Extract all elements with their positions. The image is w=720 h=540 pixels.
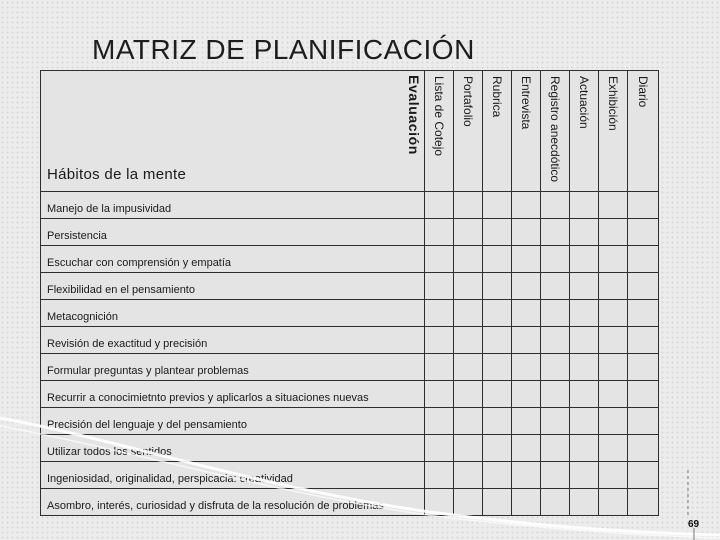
column-header-exhibicion: Exhibición [599, 71, 628, 192]
matrix-cell[interactable] [570, 435, 599, 462]
matrix-cell[interactable] [512, 462, 541, 489]
matrix-cell[interactable] [599, 219, 628, 246]
row-label: Recurrir a conocimietnto previos y aplicarlos a situaciones nuevas [41, 381, 425, 408]
column-header-registro-anecdotico: Registro anecdótico [541, 71, 570, 192]
matrix-cell[interactable] [425, 327, 454, 354]
matrix-cell[interactable] [454, 219, 483, 246]
matrix-cell[interactable] [541, 300, 570, 327]
matrix-cell[interactable] [454, 246, 483, 273]
table-row [41, 219, 659, 246]
header-row [41, 71, 659, 192]
table-row [41, 246, 659, 273]
column-header-portafolio: Portafolio [454, 71, 483, 192]
matrix-cell[interactable] [570, 246, 599, 273]
habits-header: Hábitos de la mente [47, 166, 187, 183]
matrix-cell[interactable] [628, 273, 659, 300]
matrix-cell[interactable] [599, 489, 628, 516]
table-row [41, 300, 659, 327]
table-row [41, 462, 659, 489]
matrix-cell[interactable] [599, 273, 628, 300]
matrix-cell[interactable] [483, 354, 512, 381]
matrix-cell[interactable] [425, 408, 454, 435]
matrix-cell[interactable] [483, 219, 512, 246]
planning-matrix [40, 70, 658, 518]
matrix-cell[interactable] [512, 219, 541, 246]
row-label: Manejo de la impusividad [41, 192, 425, 219]
column-header-lista-de-cotejo: Lista de Cotejo [425, 71, 454, 192]
matrix-cell[interactable] [570, 192, 599, 219]
matrix-cell[interactable] [599, 462, 628, 489]
matrix-cell[interactable] [541, 246, 570, 273]
matrix-cell[interactable] [599, 408, 628, 435]
matrix-cell[interactable] [599, 192, 628, 219]
slide-title: MATRIZ DE PLANIFICACIÓN [92, 34, 475, 65]
matrix-cell[interactable] [570, 219, 599, 246]
row-label: Utilizar todos los sentidos [41, 435, 425, 462]
matrix-cell[interactable] [483, 381, 512, 408]
matrix-cell[interactable] [628, 408, 659, 435]
matrix-cell[interactable] [512, 435, 541, 462]
column-header-rubrica: Rubrica [483, 71, 512, 192]
corner-header [41, 71, 425, 192]
matrix-cell[interactable] [425, 273, 454, 300]
row-label: Asombro, interés, curiosidad y disfruta de la resolución de problemas [41, 489, 425, 516]
matrix-cell[interactable] [454, 192, 483, 219]
column-header-entrevista: Entrevista [512, 71, 541, 192]
table-row [41, 327, 659, 354]
matrix-cell[interactable] [512, 246, 541, 273]
matrix-cell[interactable] [483, 192, 512, 219]
matrix-cell[interactable] [425, 219, 454, 246]
matrix-cell[interactable] [628, 300, 659, 327]
matrix-cell[interactable] [483, 327, 512, 354]
table-row [41, 408, 659, 435]
matrix-cell[interactable] [541, 381, 570, 408]
row-label: Escuchar con comprensión y empatía [41, 246, 425, 273]
matrix-body [41, 192, 659, 516]
row-label: Persistencia [41, 219, 425, 246]
matrix-cell[interactable] [570, 462, 599, 489]
matrix-cell[interactable] [570, 354, 599, 381]
matrix-cell[interactable] [425, 381, 454, 408]
page-number: 69 [688, 519, 700, 530]
matrix-cell[interactable] [628, 354, 659, 381]
matrix-cell[interactable] [425, 462, 454, 489]
matrix-cell[interactable] [570, 381, 599, 408]
matrix-cell[interactable] [425, 192, 454, 219]
matrix-cell[interactable] [454, 462, 483, 489]
matrix-cell[interactable] [541, 354, 570, 381]
matrix-cell[interactable] [628, 489, 659, 516]
matrix-cell[interactable] [454, 381, 483, 408]
row-label: Formular preguntas y plantear problemas [41, 354, 425, 381]
matrix-cell[interactable] [628, 219, 659, 246]
matrix-cell[interactable] [483, 246, 512, 273]
matrix-cell[interactable] [570, 327, 599, 354]
column-header-actuacion: Actuación [570, 71, 599, 192]
row-label: Precisión del lenguaje y del pensamiento [41, 408, 425, 435]
table-row [41, 381, 659, 408]
matrix-cell[interactable] [425, 435, 454, 462]
matrix-cell[interactable] [425, 354, 454, 381]
matrix-cell[interactable] [541, 462, 570, 489]
matrix-cell[interactable] [454, 273, 483, 300]
matrix-cell[interactable] [425, 246, 454, 273]
matrix-cell[interactable] [454, 354, 483, 381]
table-row [41, 192, 659, 219]
matrix-cell[interactable] [541, 327, 570, 354]
matrix-cell[interactable] [628, 192, 659, 219]
matrix-table [40, 70, 659, 516]
matrix-cell[interactable] [599, 354, 628, 381]
matrix-cell[interactable] [628, 246, 659, 273]
matrix-cell[interactable] [512, 300, 541, 327]
matrix-cell[interactable] [541, 219, 570, 246]
matrix-cell[interactable] [512, 354, 541, 381]
table-row [41, 354, 659, 381]
column-header-diario: Diario [628, 71, 659, 192]
matrix-cell[interactable] [541, 408, 570, 435]
table-row [41, 489, 659, 516]
matrix-cell[interactable] [483, 435, 512, 462]
matrix-cell[interactable] [599, 246, 628, 273]
matrix-cell[interactable] [541, 273, 570, 300]
matrix-cell[interactable] [512, 192, 541, 219]
matrix-cell[interactable] [541, 489, 570, 516]
evaluation-header: Evaluación [406, 75, 422, 155]
matrix-cell[interactable] [512, 381, 541, 408]
matrix-cell[interactable] [425, 489, 454, 516]
row-label: Revisión de exactitud y precisión [41, 327, 425, 354]
matrix-cell[interactable] [483, 273, 512, 300]
matrix-cell[interactable] [628, 327, 659, 354]
matrix-cell[interactable] [570, 300, 599, 327]
matrix-cell[interactable] [512, 489, 541, 516]
matrix-cell[interactable] [512, 327, 541, 354]
table-row [41, 273, 659, 300]
row-label: Ingeniosidad, originalidad, perspicacia: creatividad [41, 462, 425, 489]
row-label: Metacognición [41, 300, 425, 327]
matrix-cell[interactable] [628, 435, 659, 462]
matrix-cell[interactable] [483, 462, 512, 489]
matrix-cell[interactable] [570, 408, 599, 435]
matrix-cell[interactable] [454, 327, 483, 354]
matrix-cell[interactable] [483, 300, 512, 327]
matrix-cell[interactable] [541, 435, 570, 462]
matrix-cell[interactable] [541, 192, 570, 219]
matrix-cell[interactable] [599, 435, 628, 462]
matrix-cell[interactable] [483, 489, 512, 516]
matrix-cell[interactable] [599, 300, 628, 327]
matrix-cell[interactable] [454, 435, 483, 462]
matrix-cell[interactable] [454, 408, 483, 435]
matrix-cell[interactable] [570, 489, 599, 516]
row-label: Flexibilidad en el pensamiento [41, 273, 425, 300]
table-row [41, 435, 659, 462]
matrix-cell[interactable] [483, 408, 512, 435]
matrix-cell[interactable] [454, 489, 483, 516]
matrix-cell[interactable] [599, 381, 628, 408]
matrix-cell[interactable] [425, 300, 454, 327]
matrix-cell[interactable] [570, 273, 599, 300]
matrix-cell[interactable] [628, 381, 659, 408]
matrix-cell[interactable] [628, 462, 659, 489]
matrix-cell[interactable] [599, 327, 628, 354]
matrix-cell[interactable] [454, 300, 483, 327]
matrix-cell[interactable] [512, 273, 541, 300]
matrix-cell[interactable] [512, 408, 541, 435]
